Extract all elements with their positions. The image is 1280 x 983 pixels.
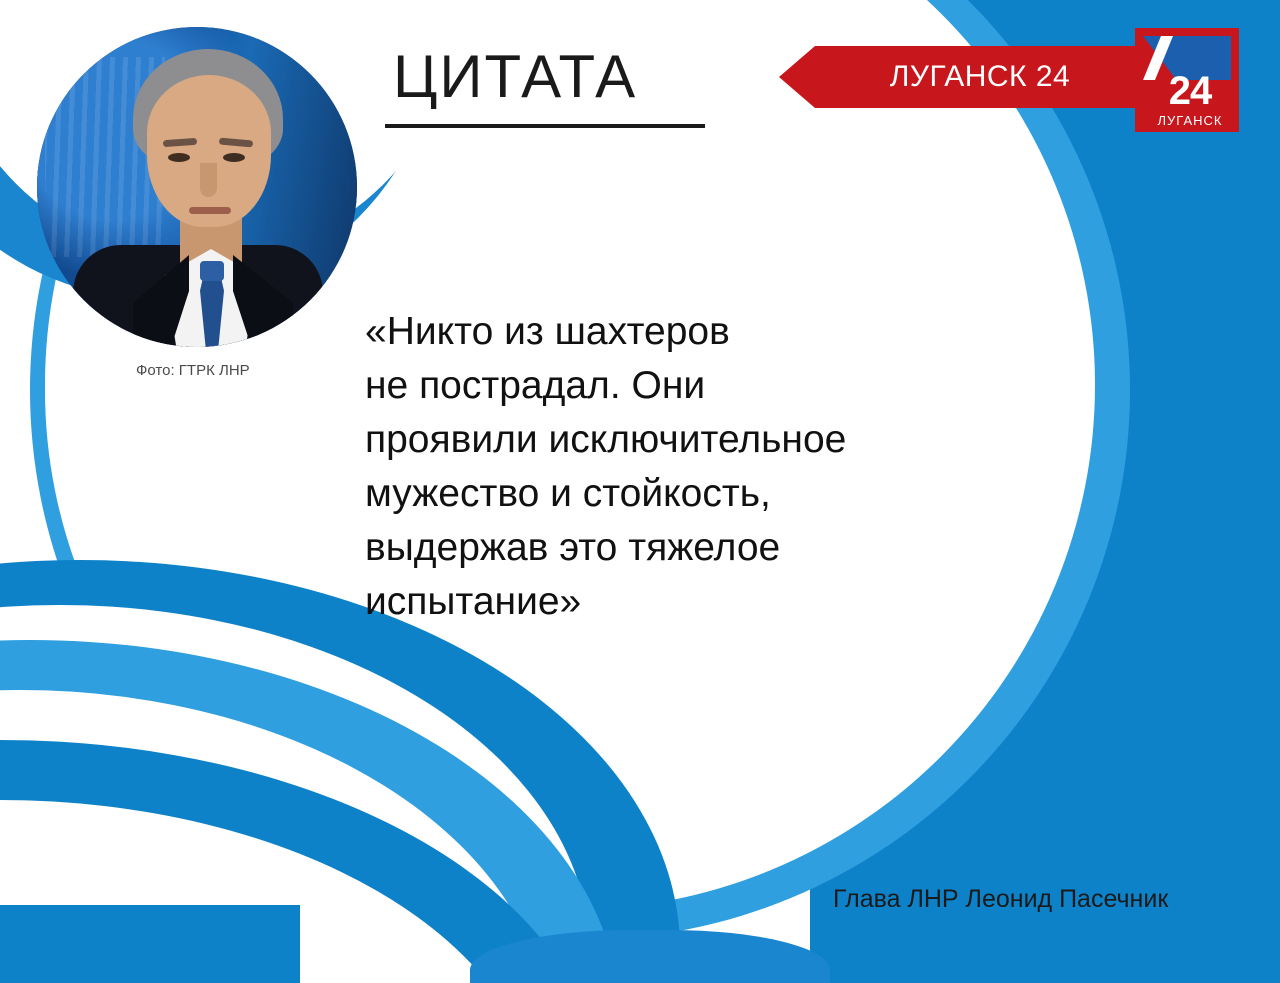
logo-inner bbox=[1138, 31, 1236, 129]
avatar-nose bbox=[200, 163, 217, 197]
logo-number-label: 24 bbox=[1168, 69, 1212, 113]
quote-text bbox=[365, 305, 975, 629]
title-underline bbox=[385, 124, 705, 128]
avatar-eye-right bbox=[223, 153, 245, 162]
quote-attribution: Глава ЛНР Леонид Пасечник bbox=[833, 885, 1169, 913]
logo-word-label: ЛУГАНСК bbox=[1157, 113, 1223, 128]
quote-line-3: проявили исключительное bbox=[365, 418, 847, 461]
bottom-left-blue-block bbox=[0, 905, 300, 983]
avatar-eye-left bbox=[168, 153, 190, 162]
quote-line-1: «Никто из шахтеров bbox=[365, 310, 730, 353]
channel-name-label: ЛУГАНСК 24 bbox=[889, 60, 1071, 93]
avatar-tie-knot bbox=[200, 261, 224, 281]
avatar-mouth bbox=[189, 207, 231, 214]
avatar-face bbox=[147, 75, 271, 227]
quote-line-5: выдержав это тяжелое bbox=[365, 526, 781, 569]
photo-credit: Фото: ГТРК ЛНР bbox=[136, 362, 250, 379]
avatar bbox=[37, 27, 357, 347]
quote-line-6: испытание» bbox=[365, 580, 582, 623]
page-title: ЦИТАТА bbox=[393, 43, 638, 110]
quote-line-2: не пострадал. Они bbox=[365, 364, 706, 407]
quote-line-4: мужество и стойкость, bbox=[365, 472, 771, 515]
lugansk24-logo bbox=[1135, 28, 1239, 132]
